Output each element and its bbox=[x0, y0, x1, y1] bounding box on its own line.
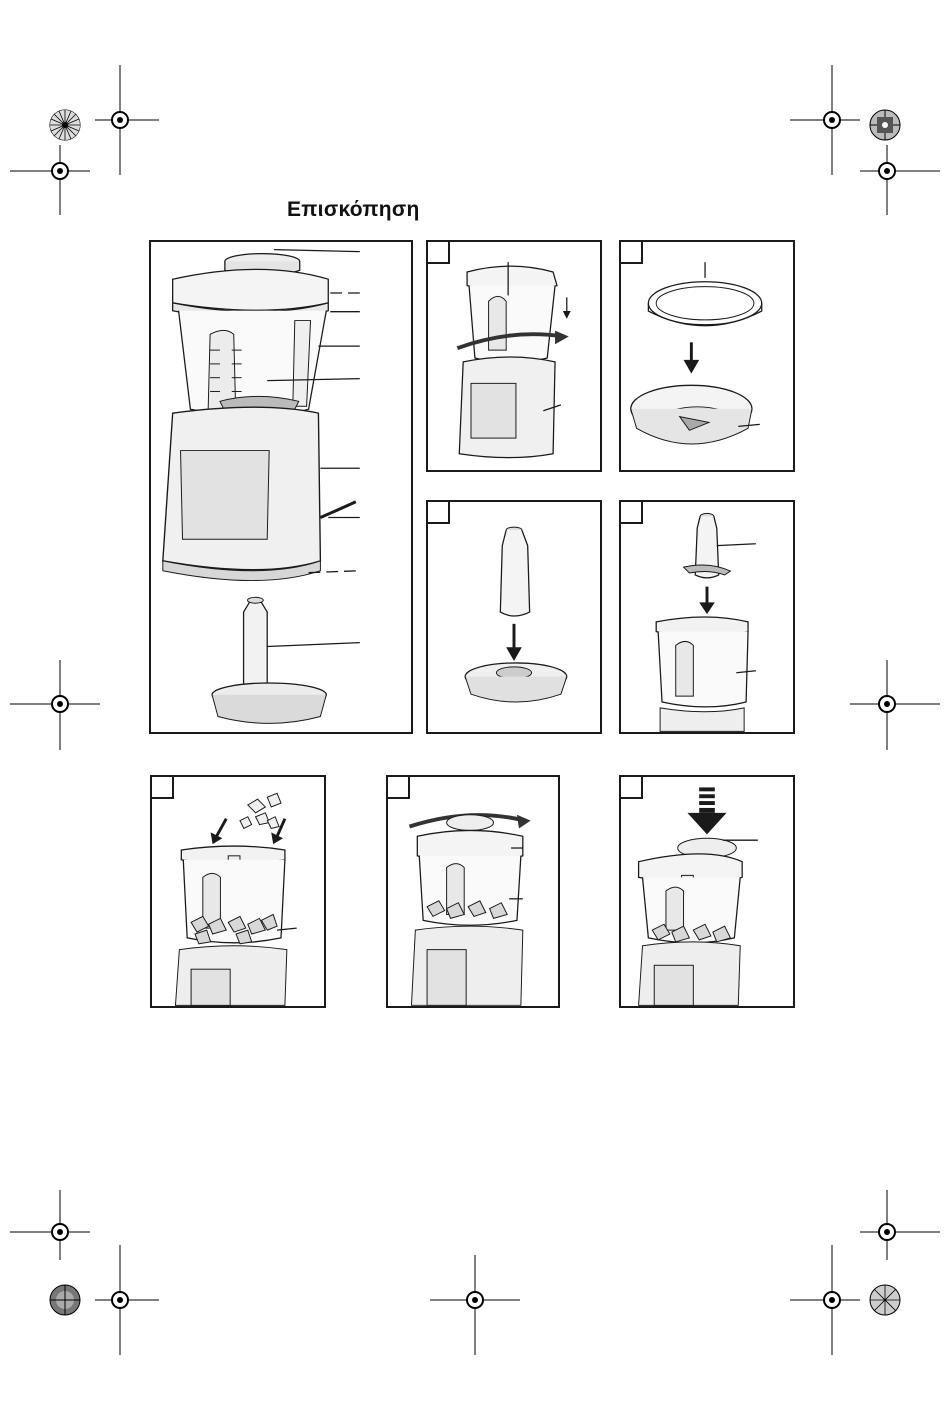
press-lid-icon bbox=[621, 777, 793, 1006]
page-title: Επισκόπηση bbox=[287, 198, 420, 221]
crosshair-icon bbox=[790, 65, 860, 175]
overview-panel bbox=[149, 240, 413, 734]
crosshair-icon bbox=[790, 1245, 860, 1355]
jug-on-base-rotate-icon bbox=[428, 242, 600, 470]
step-panel-a bbox=[426, 240, 602, 472]
registration-target-icon bbox=[35, 1270, 95, 1330]
step-panel-f bbox=[386, 775, 560, 1008]
step-panel-c bbox=[426, 500, 602, 734]
crosshair-icon bbox=[860, 145, 940, 215]
crosshair-icon bbox=[860, 1190, 940, 1260]
crosshair-icon bbox=[95, 1245, 165, 1355]
close-lid-rotate-icon bbox=[388, 777, 558, 1006]
crosshair-icon bbox=[430, 1245, 520, 1355]
crosshair-icon bbox=[10, 660, 100, 750]
shaft-into-jug-icon bbox=[621, 502, 793, 732]
crosshair-icon bbox=[10, 1190, 90, 1260]
step-panel-g bbox=[619, 775, 795, 1008]
step-panel-d bbox=[619, 500, 795, 734]
crosshair-icon bbox=[95, 65, 165, 175]
shaft-onto-blade-icon bbox=[428, 502, 600, 732]
step-panel-e bbox=[150, 775, 326, 1008]
blender-overview-icon bbox=[151, 242, 411, 732]
step-panel-b bbox=[619, 240, 795, 472]
crosshair-icon bbox=[10, 145, 90, 215]
seal-ring-onto-blade-icon bbox=[621, 242, 793, 470]
fill-ingredients-icon bbox=[152, 777, 324, 1006]
crosshair-icon bbox=[850, 660, 940, 750]
registration-target-icon bbox=[855, 1270, 915, 1330]
